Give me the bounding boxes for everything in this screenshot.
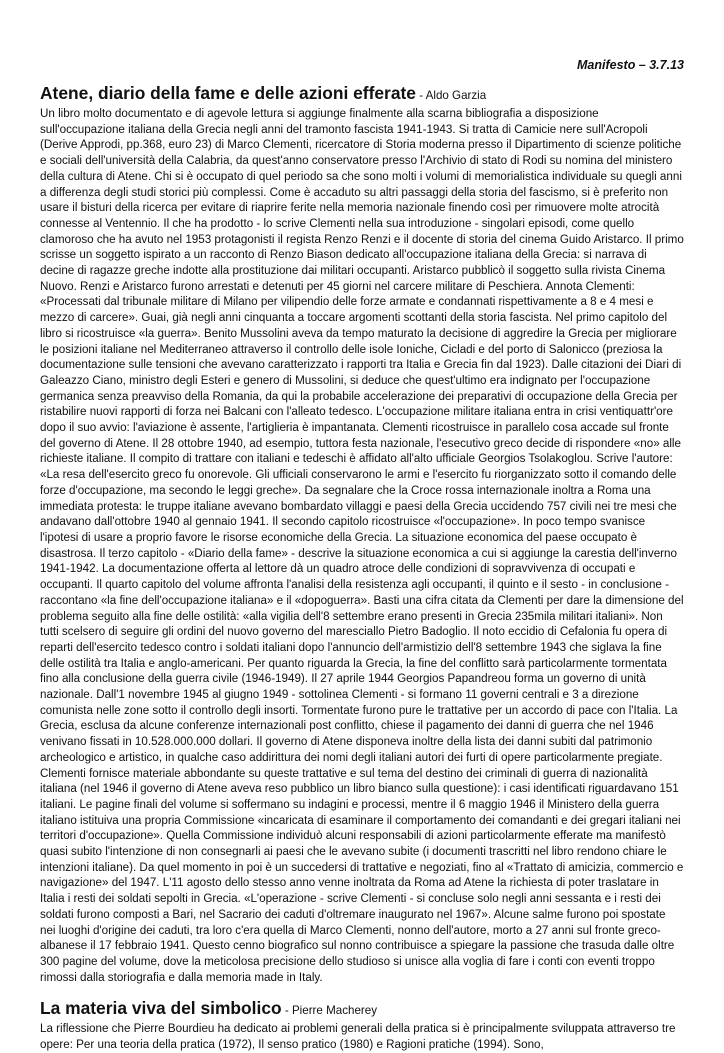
article-2-author: - Pierre Macherey: [281, 1004, 377, 1018]
article-1-body: Un libro molto documentato e di agevole lettura si aggiunge finalmente alla scarna bibliografia a disposizione sull'occupazione italiana della Grecia negli anni del tramonto fascista 1941-1943. Si tratta di Camicie nere sull'Acropoli (Derive Approdi, pp.368, euro 23) di Marco Clementi, ricercatore di Storia moderna presso il Dipartimento di scienze politiche e sociali dell'università della Calabria, da quest'anno conservatore presso l'Archivio di stato di Rodi su nomina del ministero della cultura di Atene. Chi si è occupato di quel periodo sa che sono molti i volumi di memorialistica individuale su quegli anni a differenza degli studi storici più complessi. Come è accaduto su altri passaggi della storia del fascismo, si è preferito non usare il bisturi della ricerca per evitare di riaprire ferite nella memoria nazionale finendo così per rimuovere molte atrocità connesse al Ventennio. Il che ha prodotto - lo scrive Clementi nella sua introduzione - singolari episodi, come quello clamoroso che ha avuto nel 1953 protagonisti il regista Renzo Renzi e il docente di storia del cinema Guido Aristarco. Il primo scrisse un soggetto ispirato a un racconto di Renzo Biason dedicato all'occupazione italiana della Grecia: si narrava di decine di ragazze greche indotte alla prostituzione dai militari occupanti. Aristarco pubblicò il soggetto sulla rivista Cinema Nuovo. Renzi e Aristarco furono arrestati e detenuti per 45 giorni nel carcere militare di Peschiera. Annota Clementi: «Processati dal tribunale militare di Milano per vilipendio delle forze armate e condannati rispettivamente a 8 e 4 mesi e mezzo di carcere». Guai, già negli anni cinquanta a toccare argomenti scottanti della storia fascista. Nel primo capitolo del libro si ricostruisce «la guerra». Benito Mussolini aveva da tempo maturato la decisione di aggredire la Grecia per migliorare le posizioni italiane nel Mediterraneo attraverso il controllo delle isole Ioniche, Cicladi e del porto di Salonicco (preziosa la documentazione sulle tensioni che avevano caratterizzato i rapporti tra Italia e Grecia fin dal 1923). Dalle citazioni dei Diari di Galeazzo Ciano, ministro degli Esteri e genero di Mussolini, si deduce che quest'ultimo era indignato per l'occupazione germanica senza preavviso della Romania, da qui la probabile accelerazione dei preparativi di occupazione della Grecia per ristabilire nuovi rapporti di forza nei Balcani con l'alleato tedesco. L'occupazione militare italiana entra in crisi ventiquattr'ore dopo il suo avvio: l'aviazione è assente, l'artiglieria è impantanata. Clementi ricostruisce in parallelo cosa accade sul fronte del governo di Atene. Il 28 ottobre 1940, ad esempio, tuttora festa nazionale, l'esecutivo greco decide di rispondere «no» alle richieste italiane. Il compito di trattare con italiani e tedeschi è affidato all'alto ufficiale Georgios Tsolakoglou. Scrive l'autore: «La resa dell'esercito greco fu onorevole. Gli ufficiali conservarono le armi e l'esercito fu riorganizzato sotto il comando delle forze d'occupazione, ma secondo le leggi greche». Da segnalare che la Croce rossa internazionale inoltra a Roma una immediata protesta: le truppe italiane avevano bombardato villaggi e paesi della Grecia uccidendo 757 civili nei tre mesi che andavano dall'ottobre 1940 al gennaio 1941. Il secondo capitolo ricostruisce «l'occupazione». In poco tempo svanisce l'ipotesi di usare a proprio favore le risorse economiche della Grecia. La situazione economica del paese occupato è disastrosa. Il terzo capitolo - «Diario della fame» - descrive la situazione economica a cui si aggiunge la carestia dell'inverno 1941-1942. La documentazione offerta al lettore dà un quadro atroce delle condizioni di sopravvivenza di occupati e occupanti. Il quarto capitolo del volume affronta l'analisi della resistenza agli occupanti, il quinto e il sesto - in conclusione - raccontano «la fine dell'occupazione italiana» e il «dopoguerra». Basti una cifra citata da Clementi per dare la dimensione del problema seguito alla fine delle ostilità: «alla vigilia dell'8 settembre erano presenti in Grecia 235mila militari italiani». Non tutti scelsero di seguire gli ordini del nuovo governo del maresciallo Pietro Badoglio. Il noto eccidio di Cefalonia fu opera di reparti dell'esercito tedesco contro i soldati italiani dopo l'annuncio dell'armistizio dell'8 settembre 1943 che siglava la fine delle ostilità tra Italia e anglo-americani. Per quanto riguarda la Grecia, la fine del conflitto sarà particolarmente tormentata fino alla conclusione della guerra civile (1946-1949). Il 27 aprile 1944 Georgios Papandreou forma un governo di unità nazionale. Dall'1 novembre 1945 al giugno 1949 - sottolinea Clementi - si formano 11 governi centrali e 3 a direzione comunista nelle zone sotto il controllo degli insorti. Tormentate furono pure le trattative per un accordo di pace con l'Italia. La Grecia, esclusa da alcune conferenze internazionali post conflitto, chiese il pagamento dei danni di guerra che nel 1946 venivano fissati in 10.528.000.000 dollari. Il governo di Atene disponeva inoltre della lista dei danni subiti dal patrimonio archeologico e artistico, in qualche caso addirittura dei nomi degli italiani autori dei furti di opere particolarmente pregiate. Clementi fornisce materiale abbondante su queste trattative e sul tema del destino dei criminali di guerra di nazionalità italiana (nel 1946 il governo di Atene aveva reso pubblico un libro bianco sulla questione): i casi identificati riguardavano 151 italiani. Le pagine finali del volume si soffermano su indagini e processi, mentre il 6 maggio 1946 il Ministero della guerra italiano istituiva una propria Commissione «incaricata di esaminare il comportamento dei comandanti e dei gregari italiani nei territori d'occupazione». Quella Commissione individuò alcuni responsabili di azioni particolarmente efferate ma manifestò quasi subito l'intenzione di non consegnarli ai paesi che le avevano subite (i documenti trascritti nel libro rendono chiare le intenzioni italiane). Da quel momento in poi è un succedersi di trattative e negoziati, fino al «Trattato di amicizia, commercio e navigazione» del 1947. L'11 agosto dello stesso anno venne inoltrata da Roma ad Atene la richiesta di poter traslatare in Italia i resti dei soldati sepolti in Grecia. «L'operazione - scrive Clementi - si concluse solo negli anni sessanta e i resti dei soldati furono composti a Bari, nel Sacrario dei caduti d'oltremare inaugurato nel 1967». Alcune salme furono poi spostate nei luoghi d'origine dei caduti, tra loro c'era quella di Marco Clementi, nonno dell'autore, morto a 27 anni sul fronte greco-albanese il 17 febbraio 1941. Questo cenno biografico sul nonno contribuisce a spiegare la passione che trasuda dalle oltre 300 pagine del volume, dove la meticolosa precisione dello studioso si unisce alla voglia di fare i conti con eventi troppo rimossi dalla storiografia e dalla memoria made in Italy.: [40, 107, 684, 984]
article-1-heading: [40, 82, 684, 106]
source-line: Manifesto – 3.7.13: [577, 58, 684, 72]
article-1-author: - Aldo Garzia: [415, 89, 487, 102]
article-2-title: La materia viva del simbolico: [40, 998, 282, 1019]
document-page: [40, 58, 684, 1053]
article-2-heading: [40, 997, 684, 1021]
article-1-title: Atene, diario della fame e delle azioni efferate: [40, 83, 416, 103]
article-2: [40, 997, 684, 1052]
article-2-body: La riflessione che Pierre Bourdieu ha dedicato ai problemi generali della pratica si è principalmente sviluppata attraverso tre opere: Per una teoria della pratica (1972), Il senso pratico (1980) e Ragioni pratiche (1994). Sono,: [40, 1022, 676, 1052]
article-1: [40, 82, 684, 985]
